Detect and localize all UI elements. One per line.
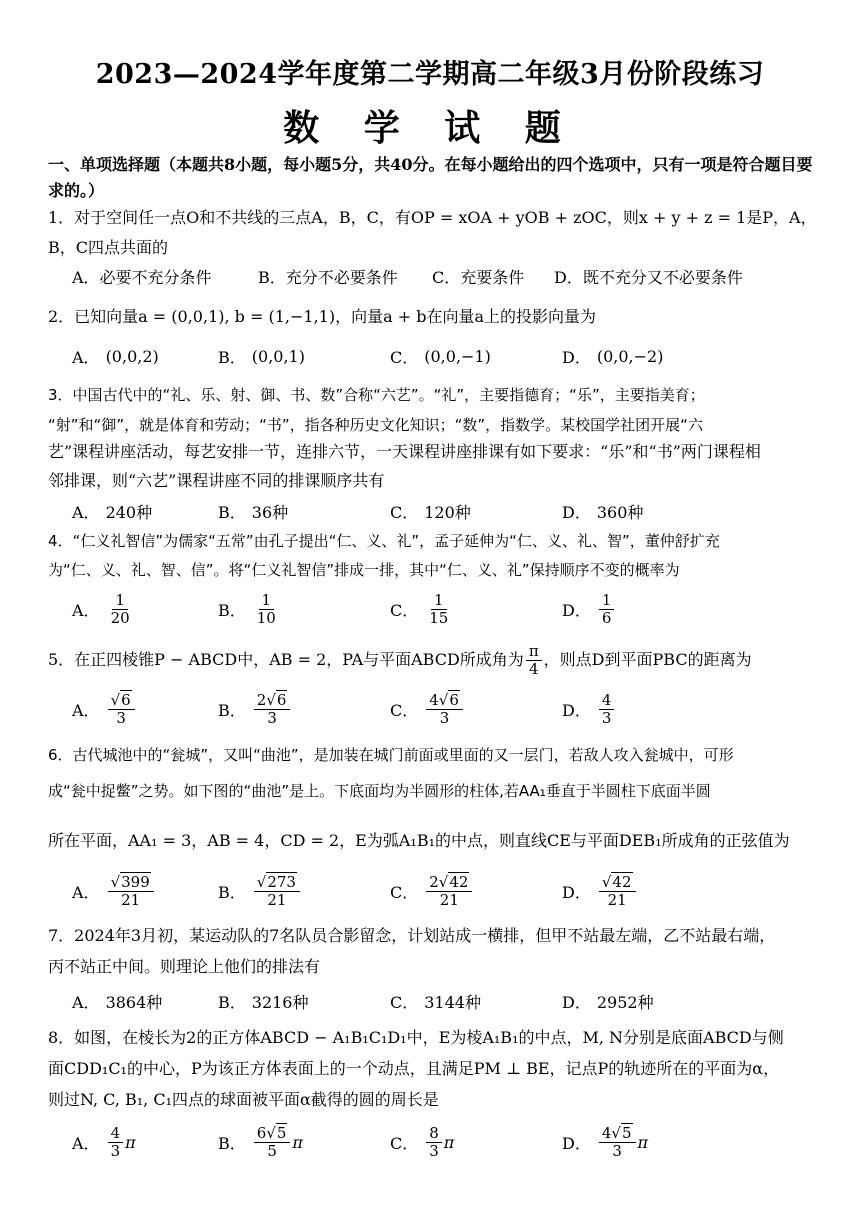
fraction [108, 874, 154, 909]
numerator: π [526, 643, 542, 661]
denominator: 21 [607, 890, 627, 909]
option-b [218, 870, 302, 912]
option-letter: A． [72, 600, 100, 620]
fraction [108, 592, 133, 627]
option-letter: C． [390, 992, 419, 1012]
option-letter: A． [72, 700, 100, 720]
option-value: (0,0,−2) [596, 346, 664, 366]
pi-symbol: π [125, 1132, 136, 1152]
option-c [390, 870, 474, 912]
question-5-options [72, 688, 832, 730]
question-5-part2: ，则点D到平面PBC的距离为 [543, 650, 752, 669]
option-d [562, 688, 616, 730]
question-3-line4: 邻排课，则“六艺”课程讲座不同的排课顺序共有 [48, 471, 385, 490]
option-letter: B． [218, 882, 246, 902]
option-letter: D． [562, 882, 591, 902]
option-d: D．既不充分又不必要条件 [554, 267, 743, 287]
fraction [254, 874, 300, 909]
question-7-options [72, 983, 832, 1019]
option-b [218, 588, 281, 630]
fraction [254, 692, 291, 727]
denominator: 3 [601, 708, 612, 727]
option-letter: D． [562, 1133, 591, 1153]
question-6-line2: 成“瓮中捉鳖”之势。如下图的“曲池”是上。下底面均为半圆形的柱体,若AA₁垂直于半圆柱下底面半圆 [48, 782, 711, 800]
option-letter: D． [562, 502, 591, 522]
question-5-text [48, 640, 824, 680]
option-a [72, 983, 162, 1019]
option-letter: A． [72, 992, 100, 1012]
option-value: 3864种 [105, 992, 163, 1012]
question-7-line2: 丙不站正中间。则理论上他们的排法有 [48, 957, 321, 976]
option-value: (0,0,2) [105, 346, 159, 366]
numerator: 2√42 [426, 874, 472, 892]
fraction [108, 1125, 124, 1160]
numerator: √42 [599, 874, 636, 892]
option-a [72, 688, 137, 730]
numerator: 4√5 [599, 1125, 636, 1143]
fraction [599, 874, 636, 909]
question-2-options [72, 338, 832, 374]
question-8-line1: 8．如图，在棱长为2的正方体ABCD − A₁B₁C₁D₁中，E为棱A₁B₁的中点，M, N分别是底面ABCD与侧 [48, 1028, 784, 1047]
fraction [108, 692, 135, 727]
radicand: 273 [267, 872, 296, 891]
option-a [72, 338, 159, 374]
denominator: 15 [429, 608, 449, 627]
radicand: 6 [121, 690, 131, 709]
numerator: 4√6 [426, 692, 463, 710]
question-8-line3: 则过N, C, B₁, C₁四点的球面被平面α截得的圆的周长是 [48, 1090, 439, 1109]
denominator: 3 [612, 1141, 622, 1160]
numerator: 1 [112, 592, 128, 610]
question-4-options [72, 588, 832, 630]
fraction [426, 1125, 442, 1160]
fraction [426, 692, 463, 727]
denominator: 3 [116, 708, 126, 727]
numerator: √273 [254, 874, 300, 892]
option-c [390, 588, 453, 630]
radicand: 5 [621, 1123, 632, 1142]
denominator: 20 [110, 608, 130, 627]
option-a [72, 870, 156, 912]
option-value: (0,0,1) [251, 346, 305, 366]
radicand: 5 [276, 1123, 287, 1142]
question-1-options [72, 258, 832, 294]
denominator: 3 [267, 708, 277, 727]
question-6-line3: 所在平面，AA₁ = 3，AB = 4，CD = 2，E为弧A₁B₁的中点，则直线CE与平面DEB₁所成角的正弦值为 [48, 831, 790, 850]
radicand: 42 [612, 872, 632, 891]
numerator: 4 [599, 692, 615, 710]
option-c [390, 338, 491, 374]
radicand: 42 [449, 872, 469, 891]
option-c [390, 1120, 454, 1164]
numerator: √6 [108, 692, 135, 710]
option-c: C．充要条件 [432, 267, 525, 287]
option-c [390, 688, 465, 730]
denominator: 21 [267, 890, 287, 909]
question-1-line1: 1．对于空间任一点O和不共线的三点A，B，C，有OP = xOA + yOB + zOC，则x + y + z = 1是P，A， [48, 208, 817, 227]
option-d [562, 588, 616, 630]
option-value: 240种 [105, 502, 153, 522]
option-letter: A． [72, 347, 100, 367]
option-b [218, 338, 305, 374]
question-6-options [72, 870, 832, 912]
coefficient: 4 [429, 690, 439, 709]
section-heading: 一、单项选择题（本题共8小题，每小题5分，共40分。在每小题给出的四个选项中，只有一项是符合题目要求的。） [48, 155, 813, 200]
option-letter: D． [562, 347, 591, 367]
numerator: 6√5 [254, 1125, 291, 1143]
coefficient: 2 [256, 690, 267, 709]
denominator: 3 [439, 708, 450, 727]
pi-symbol: π [637, 1132, 649, 1152]
exam-title: 2023—2024学年度第二学期高二年级3月份阶段练习 [95, 59, 765, 90]
option-letter: A． [72, 1133, 100, 1153]
option-value: (0,0,−1) [424, 346, 491, 366]
option-c [390, 983, 481, 1019]
question-3-line3: 艺”课程讲座活动，每艺安排一节，连排六节，一天课程讲座排课有如下要求：“乐”和“书”两门课程相 [48, 442, 761, 461]
option-value: 360种 [596, 502, 644, 522]
option-value: 2952种 [596, 992, 654, 1012]
fraction [599, 692, 615, 727]
pi-symbol: π [292, 1132, 303, 1152]
question-1-line2: B，C四点共面的 [48, 238, 169, 257]
question-3-line2: “射”和“御”，就是体育和劳动；“书”，指各种历史文化知识；“数”，指数学。某校国学社团开展“六 [48, 416, 703, 434]
option-letter: A． [72, 502, 100, 522]
option-d [562, 493, 643, 529]
option-b [218, 983, 309, 1019]
denominator: 3 [429, 1141, 439, 1160]
option-value: 120种 [424, 502, 471, 522]
option-letter: D． [562, 600, 591, 620]
option-value: 3144种 [424, 992, 481, 1012]
option-letter: B． [218, 502, 246, 522]
question-5-part1: 5．在正四棱锥P − ABCD中，AB = 2，PA与平面ABCD所成角为 [48, 650, 524, 669]
option-b [218, 493, 288, 529]
option-c [390, 493, 471, 529]
numerator: √399 [108, 874, 154, 892]
question-6-line1: 6．古代城池中的“瓮城”，又叫“曲池”，是加装在城门前面或里面的又一层门，若敌人攻入瓮城中，可形 [48, 746, 734, 764]
option-letter: D． [562, 992, 591, 1012]
option-letter: B． [218, 600, 246, 620]
option-letter: C． [390, 700, 419, 720]
denominator: 4 [528, 659, 539, 678]
numerator: 1 [259, 592, 275, 610]
coefficient: 2 [429, 872, 439, 891]
option-b [218, 688, 292, 730]
denominator: 6 [601, 608, 612, 627]
option-letter: B． [218, 1133, 246, 1153]
question-8-line2: 面CDD₁C₁的中心，P为该正方体表面上的一个动点，且满足PM ⊥ BE，记点P的轨迹所在的平面为α， [48, 1059, 780, 1078]
radicand: 6 [449, 690, 459, 709]
question-8-options [72, 1120, 832, 1164]
option-letter: B． [218, 700, 246, 720]
question-7-line1: 7．2024年3月初，某运动队的7名队员合影留念，计划站成一横排，但甲不站最左端，乙不站最右端， [48, 926, 776, 945]
denominator: 10 [256, 608, 276, 627]
option-d [562, 983, 654, 1019]
option-a: A．必要不充分条件 [72, 267, 212, 287]
fraction [426, 592, 451, 627]
option-d [562, 1120, 648, 1164]
radicand: 6 [276, 690, 287, 709]
numerator: 1 [599, 592, 615, 610]
option-letter: C． [390, 502, 419, 522]
fraction [426, 874, 472, 909]
fraction [254, 592, 279, 627]
option-letter: D． [562, 700, 591, 720]
question-2-text: 2．已知向量a = (0,0,1), b = (1,−1,1)，向量a + b在向量a上的投影向量为 [48, 307, 596, 326]
fraction [599, 592, 615, 627]
numerator: 4 [108, 1125, 124, 1143]
denominator: 5 [267, 1141, 277, 1160]
fraction [599, 1125, 636, 1160]
option-d [562, 338, 663, 374]
denominator: 21 [121, 890, 141, 909]
fraction [254, 1125, 291, 1160]
option-letter: B． [218, 992, 246, 1012]
angle-fraction [526, 643, 542, 678]
option-a [72, 493, 152, 529]
question-4-line1: 4．“仁义礼智信”为儒家“五常”由孔子提出“仁、义、礼”，孟子延伸为“仁、义、礼、智”，董仲舒扩充 [48, 532, 720, 550]
pi-symbol: π [443, 1132, 455, 1152]
option-value: 36种 [251, 502, 289, 522]
question-3-line1: 3．中国古代中的“礼、乐、射、御、书、数”合称“六艺”。“礼”，主要指德育；“乐”，主要指美育； [48, 386, 705, 404]
numerator: 8 [426, 1125, 442, 1143]
option-d [562, 870, 638, 912]
denominator: 3 [110, 1141, 121, 1160]
numerator: 1 [431, 592, 447, 610]
option-letter: C． [390, 600, 419, 620]
option-value: 3216种 [251, 992, 309, 1012]
option-letter: C． [390, 1133, 419, 1153]
option-b: B．充分不必要条件 [258, 267, 398, 287]
option-a [72, 1120, 136, 1164]
option-a [72, 588, 135, 630]
question-3-options [72, 493, 832, 529]
numerator: 2√6 [254, 692, 291, 710]
coefficient: 4 [601, 1123, 612, 1142]
option-letter: C． [390, 882, 419, 902]
option-letter: A． [72, 882, 100, 902]
option-letter: C． [390, 347, 419, 367]
option-letter: B． [218, 347, 246, 367]
option-b [218, 1120, 303, 1164]
exam-subject-title: 数 学 试 题 [283, 107, 577, 149]
denominator: 21 [439, 890, 459, 909]
radicand: 399 [121, 872, 150, 891]
question-4-line2: 为“仁、义、礼、智、信”。将“仁义礼智信”排成一排，其中“仁、义、礼”保持顺序不变的概率为 [48, 561, 680, 579]
coefficient: 6 [256, 1123, 267, 1142]
